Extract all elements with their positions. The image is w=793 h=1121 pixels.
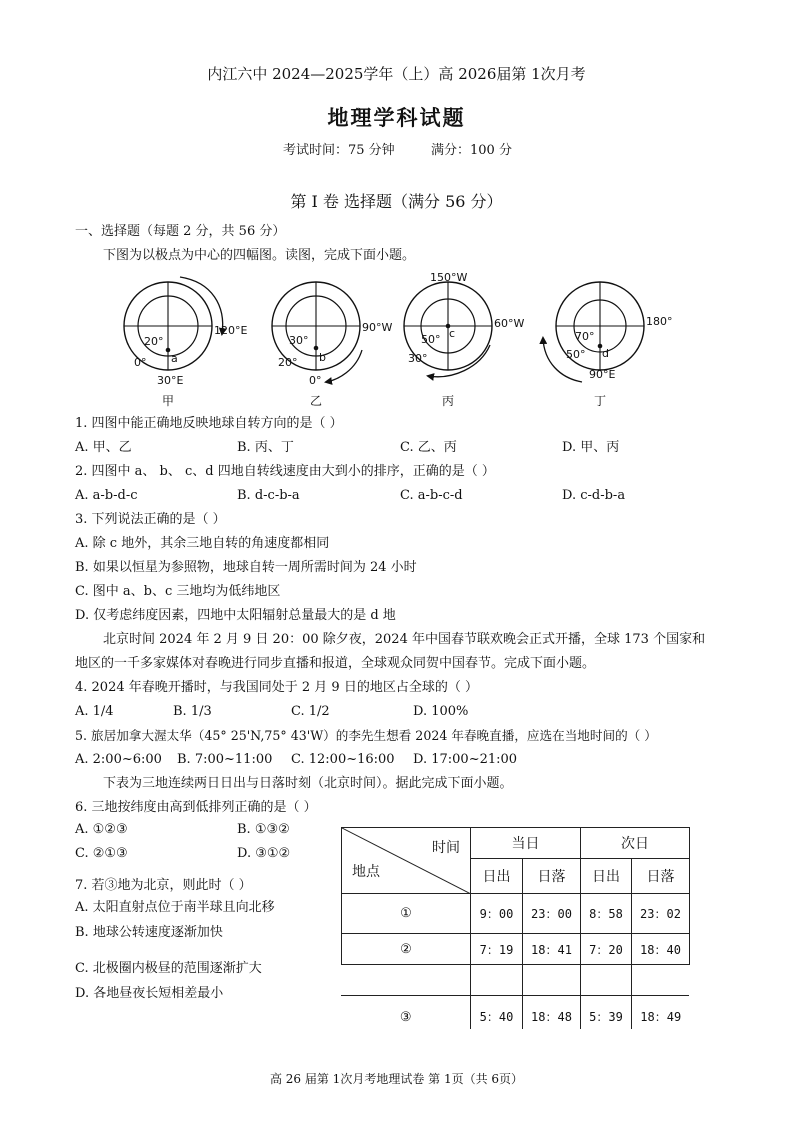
place-cell: ③ [342,965,471,1029]
question-4: 4. 2024 年春晚开播时，与我国同处于 2 月 9 日的地区占全球的（ ） [75,680,478,695]
lat-label-ding-outer: 50° [566,348,586,361]
time-cell: 7：20 [581,934,632,965]
q1-option-a: A. 甲、乙 [75,440,132,455]
lat-label-jia-inner: 20° [144,335,164,348]
full-score: 满分：100 分 [431,143,512,158]
place-cell: ① [342,894,471,934]
lat-label-yi-inner: 30° [289,334,309,347]
q7-option-b: B. 地球公转速度逐渐加快 [75,925,223,940]
q7-option-c: C. 北极圈内极昼的范围逐渐扩大 [75,961,262,976]
header-sunset-2: 日落 [632,859,690,894]
point-c: c [449,327,456,340]
question-1: 1. 四图中能正确地反映地球自转方向的是（ ） [75,416,343,431]
table-row [342,934,690,965]
exam-time: 考试时间：75 分钟 [283,143,395,158]
header-sunrise-1: 日出 [471,859,523,894]
q3-option-d: D. 仅考虑纬度因素，四地中太阳辐射总量最大的是 d 地 [75,608,396,623]
header-day1: 当日 [471,828,581,859]
time-cell: 9：00 [471,894,523,934]
q6-option-b: B. ①③② [237,822,290,837]
globe-yi [272,282,392,408]
point-b: b [319,351,326,364]
point-a: a [171,352,178,365]
globe-bing [404,271,524,408]
meridian-label-jia-right: 120°E [214,324,248,337]
question-2: 2. 四图中 a、 b、 c、d 四地自转线速度由大到小的排序，正确的是（ ） [75,464,495,479]
subject-title: 地理学科试题 [327,105,466,130]
q1-option-c: C. 乙、丙 [400,440,457,455]
question-7: 7. 若③地为北京，则此时（ ） [75,878,252,893]
q6-option-d: D. ③①② [237,846,291,861]
time-cell: 7：19 [471,934,523,965]
sunrise-sunset-table [341,827,690,1029]
q2-option-b: B. d-c-b-a [237,488,300,503]
q4-option-d: D. 100% [413,704,469,719]
time-cell: 18：48 [523,965,581,1029]
meridian-label-bing-top: 150°W [430,271,468,284]
q5-option-a: A. 2:00~6:00 [75,752,162,767]
q3-option-a: A. 除 c 地外，其余三地自转的角速度都相同 [75,536,330,551]
globe-ding [543,282,673,408]
lat-label-bing-outer: 30° [408,352,428,365]
meridian-label-jia-bottom: 30°E [157,374,184,387]
q2-option-c: C. a-b-c-d [400,488,463,503]
lat-label-yi-outer: 20° [278,356,298,369]
meridian-label-ding-bottom: 90°E [589,368,616,381]
q2-option-a: A. a-b-d-c [75,488,138,503]
lat-label-bing-inner: 50° [421,333,441,346]
header-sunrise-2: 日出 [581,859,632,894]
table-row [342,894,690,934]
q7-option-a: A. 太阳直射点位于南半球且向北移 [75,900,275,915]
corner-label-place: 地点 [352,864,380,880]
rotation-arrow-bing [428,345,490,377]
table-corner-cell [342,828,471,894]
page-footer: 高 26 届第 1次月考地理试卷 第 1页（共 6页） [269,1072,524,1086]
q5-option-c: C. 12:00~16:00 [291,752,395,767]
q3-option-c: C. 图中 a、b、c 三地均为低纬地区 [75,584,281,599]
globe-name-yi: 乙 [310,394,323,408]
q5-option-d: D. 17:00~21:00 [413,752,518,767]
time-cell: 18：41 [523,934,581,965]
figure-intro: 下图为以极点为中心的四幅图。读图，完成下面小题。 [103,248,416,263]
corner-label-time: 时间 [432,840,460,856]
q4-option-b: B. 1/3 [173,704,212,719]
meridian-label-yi-bottom: 0° [309,374,322,387]
material-2-line-2: 地区的一千多家媒体对春晚进行同步直播和报道，全球观众同贺中国春节。完成下面小题。 [75,656,596,671]
time-cell: 5：40 [471,965,523,1029]
globe-name-bing: 丙 [442,394,455,408]
table-inner-rule [341,995,689,996]
exam-title: 内江六中 2024—2025学年（上）高 2026届第 1次月考 [207,65,586,83]
table-row [342,965,690,1029]
time-cell: 5：39 [581,965,632,1029]
lat-label-ding-inner: 70° [575,330,595,343]
part-heading: 一、选择题（每题 2 分，共 56 分） [75,224,286,239]
q5-option-b: B. 7:00~11:00 [177,752,273,767]
q4-option-c: C. 1/2 [291,704,330,719]
time-cell: 18：49 [632,965,690,1029]
material-2-line-1: 北京时间 2024 年 2 月 9 日 20：00 除夕夜，2024 年中国春节联欢晚会正式开播，全球 173 个国家和 [103,632,706,647]
time-cell: 23：00 [523,894,581,934]
q3-option-b: B. 如果以恒星为参照物，地球自转一周所需时间为 24 小时 [75,560,417,575]
q1-option-d: D. 甲、丙 [562,440,620,455]
header-sunset-1: 日落 [523,859,581,894]
header-day2: 次日 [581,828,690,859]
place-cell: ② [342,934,471,965]
time-cell: 23：02 [632,894,690,934]
meridian-label-yi-right: 90°W [362,321,393,334]
q6-option-a: A. ①②③ [75,822,128,837]
question-3: 3. 下列说法正确的是（ ） [75,512,226,527]
rotation-arrow-yi [326,350,362,382]
q1-option-b: B. 丙、丁 [237,440,294,455]
q4-option-a: A. 1/4 [75,704,114,719]
globe-jia [124,277,247,408]
globe-name-ding: 丁 [594,394,607,408]
meridian-label-ding-right: 180° [646,315,673,328]
globe-name-jia: 甲 [162,394,175,408]
time-cell: 18：40 [632,934,690,965]
meridian-label-bing-right: 60°W [494,317,525,330]
lat-label-jia-outer: 0° [134,356,147,369]
q7-option-d: D. 各地昼夜长短相差最小 [75,986,224,1001]
question-6: 6. 三地按纬度由高到低排列正确的是（ ） [75,800,317,815]
q2-option-d: D. c-d-b-a [562,488,626,503]
question-5: 5. 旅居加拿大渥太华（45° 25'N,75° 43'W）的李先生想看 2024 年春晚直播，应选在当地时间的（ ） [75,728,657,743]
section-title: 第 Ⅰ 卷 选择题（满分 56 分） [290,192,503,211]
material-3: 下表为三地连续两日日出与日落时刻（北京时间）。据此完成下面小题。 [103,776,513,791]
q6-option-c: C. ②①③ [75,846,128,861]
point-d: d [602,347,609,360]
time-cell: 8：58 [581,894,632,934]
